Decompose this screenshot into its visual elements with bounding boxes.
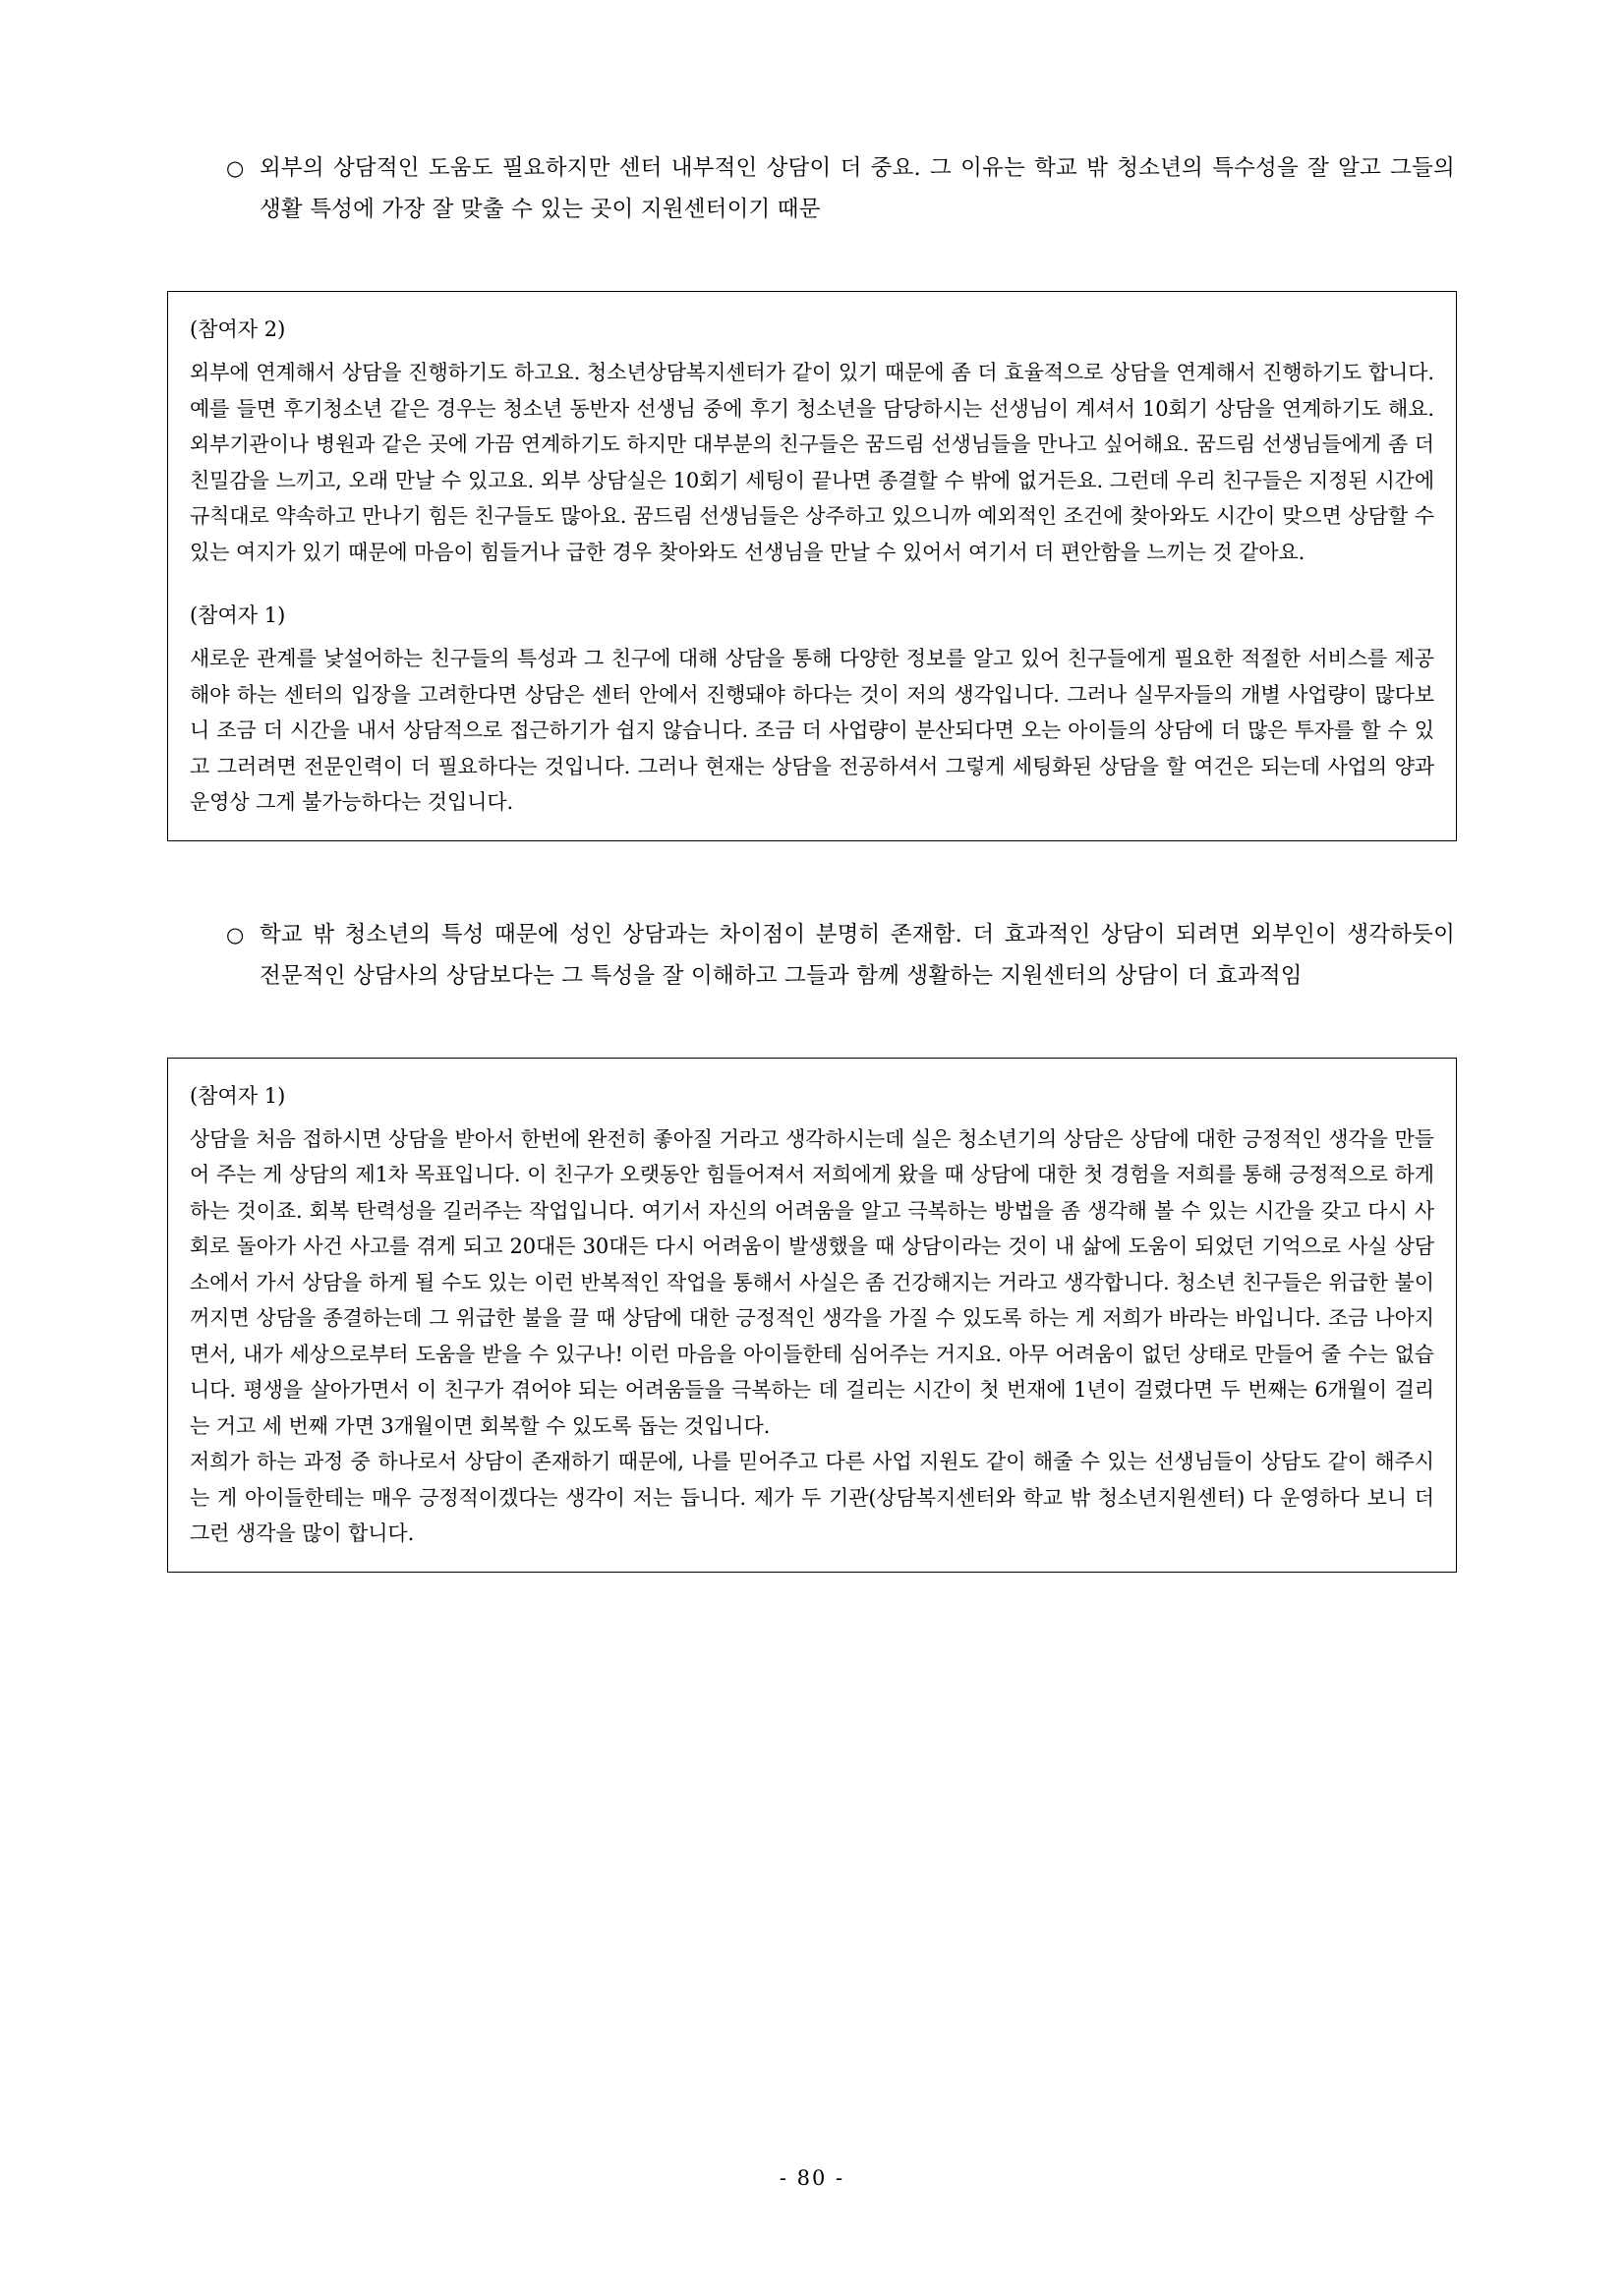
speaker-label: (참여자 1) (190, 603, 286, 627)
spacer (167, 997, 1457, 1058)
bullet-item-2 (226, 914, 1455, 997)
speaker-label: (참여자 2) (190, 317, 286, 341)
spacer (167, 230, 1457, 291)
page-number: - 80 - (779, 2166, 845, 2190)
quote-paragraph: 외부에 연계해서 상담을 진행하기도 하고요. 청소년상담복지센터가 같이 있기 때문에 좀 더 효율적으로 상담을 연계해서 진행하기도 합니다. 예를 들면 후기청소년 같은 경우는 청소년 동반자 선생님 중에 후기 청소년을 담당하시는 선생님이 계셔서 10회기 상담을 연계하기도 해요. 외부기관이나 병원과 같은 곳에 가끔 연계하기도 하지만 대부분의 친구들은 꿈드림 선생님들을 만나고 싶어해요. 꿈드림 선생님들에게 좀 더 친밀감을 느끼고, 오래 만날 수 있고요. 외부 상담실은 10회기 세팅이 끝나면 종결할 수 밖에 없거든요. 그런데 우리 친구들은 지정된 시간에 규칙대로 약속하고 만나기 힘든 친구들도 많아요. 꿈드림 선생님들은 상주하고 있으니까 예외적인 조건에 찾아와도 시간이 맞으면 상담할 수 있는 여지가 있기 때문에 마음이 힘들거나 급한 경우 찾아와도 선생님을 만날 수 있어서 여기서 더 편안함을 느끼는 것 같아요. (190, 361, 1434, 564)
bullet-text-2: 학교 밖 청소년의 특성 때문에 성인 상담과는 차이점이 분명히 존재함. 더 효과적인 상담이 되려면 외부인이 생각하듯이 전문적인 상담사의 상담보다는 그 특성을 잘 이해하고 그들과 함께 생활하는 지원센터의 상담이 더 효과적임 (260, 921, 1455, 989)
quote-paragraph: 새로운 관계를 낯설어하는 친구들의 특성과 그 친구에 대해 상담을 통해 다양한 정보를 알고 있어 친구들에게 필요한 적절한 서비스를 제공해야 하는 센터의 입장을 고려한다면 상담은 센터 안에서 진행돼야 하다는 것이 저의 생각입니다. 그러나 실무자들의 개별 사업량이 많다보니 조금 더 시간을 내서 상담적으로 접근하기가 쉽지 않습니다. 조금 더 사업량이 분산되다면 오는 아이들의 상담에 더 많은 투자를 할 수 있고 그러려면 전문인력이 더 필요하다는 것입니다. 그러나 현재는 상담을 전공하셔서 그렇게 세팅화된 상담을 할 여건은 되는데 사업의 양과 운영상 그게 불가능하다는 것입니다. (190, 647, 1434, 814)
quote-paragraph: 저희가 하는 과정 중 하나로서 상담이 존재하기 때문에, 나를 믿어주고 다른 사업 지원도 같이 해줄 수 있는 선생님들이 상담도 같이 해주시는 게 아이들한테는 매우 긍정적이겠다는 생각이 저는 듭니다. 제가 두 기관(상담복지센터와 학교 밖 청소년지원센터) 다 운영하다 보니 더 그런 생각을 많이 합니다. (190, 1450, 1434, 1545)
bullet-marker-icon: ○ (226, 156, 245, 180)
quote-paragraph: 상담을 처음 접하시면 상담을 받아서 한번에 완전히 좋아질 거라고 생각하시는데 실은 청소년기의 상담은 상담에 대한 긍정적인 생각을 만들어 주는 게 상담의 제1차 목표입니다. 이 친구가 오랫동안 힘들어져서 저희에게 왔을 때 상담에 대한 첫 경험을 저희를 통해 긍정적으로 하게 하는 것이죠. 회복 탄력성을 길러주는 작업입니다. 여기서 자신의 어려움을 알고 극복하는 방법을 좀 생각해 볼 수 있는 시간을 갖고 다시 사회로 돌아가 사건 사고를 겪게 되고 20대든 30대든 다시 어려움이 발생했을 때 상담이라는 것이 내 삶에 도움이 되었던 기억으로 사실 상담소에서 가서 상담을 하게 될 수도 있는 이런 반복적인 작업을 통해서 사실은 좀 건강해지는 거라고 생각합니다. 청소년 친구들은 위급한 불이 꺼지면 상담을 종결하는데 그 위급한 불을 끌 때 상담에 대한 긍정적인 생각을 가질 수 있도록 하는 게 저희가 바라는 바입니다. 조금 나아지면서, 내가 세상으로부터 도움을 받을 수 있구나! 이런 마음을 아이들한테 심어주는 거지요. 아무 어려움이 없던 상태로 만들어 줄 수는 없습니다. 평생을 살아가면서 이 친구가 겪어야 되는 어려움들을 극복하는 데 걸리는 시간이 첫 번재에 1년이 걸렸다면 두 번째는 6개월이 걸리는 거고 세 번째 가면 3개월이면 회복할 수 있도록 돕는 것입니다. (190, 1126, 1434, 1438)
speaker-label: (참여자 1) (190, 1083, 286, 1108)
spacer (167, 841, 1457, 914)
page-content (167, 147, 1457, 1573)
bullet-marker-icon: ○ (226, 922, 245, 947)
bullet-text-1: 외부의 상담적인 도움도 필요하지만 센터 내부적인 상담이 더 중요. 그 이유는 학교 밖 청소년의 특수성을 잘 알고 그들의 생활 특성에 가장 잘 맞출 수 있는 곳이 지원센터이기 때문 (260, 155, 1455, 222)
quote-box-1 (167, 291, 1457, 841)
quote-box-2 (167, 1058, 1457, 1573)
bullet-item-1 (226, 147, 1455, 230)
